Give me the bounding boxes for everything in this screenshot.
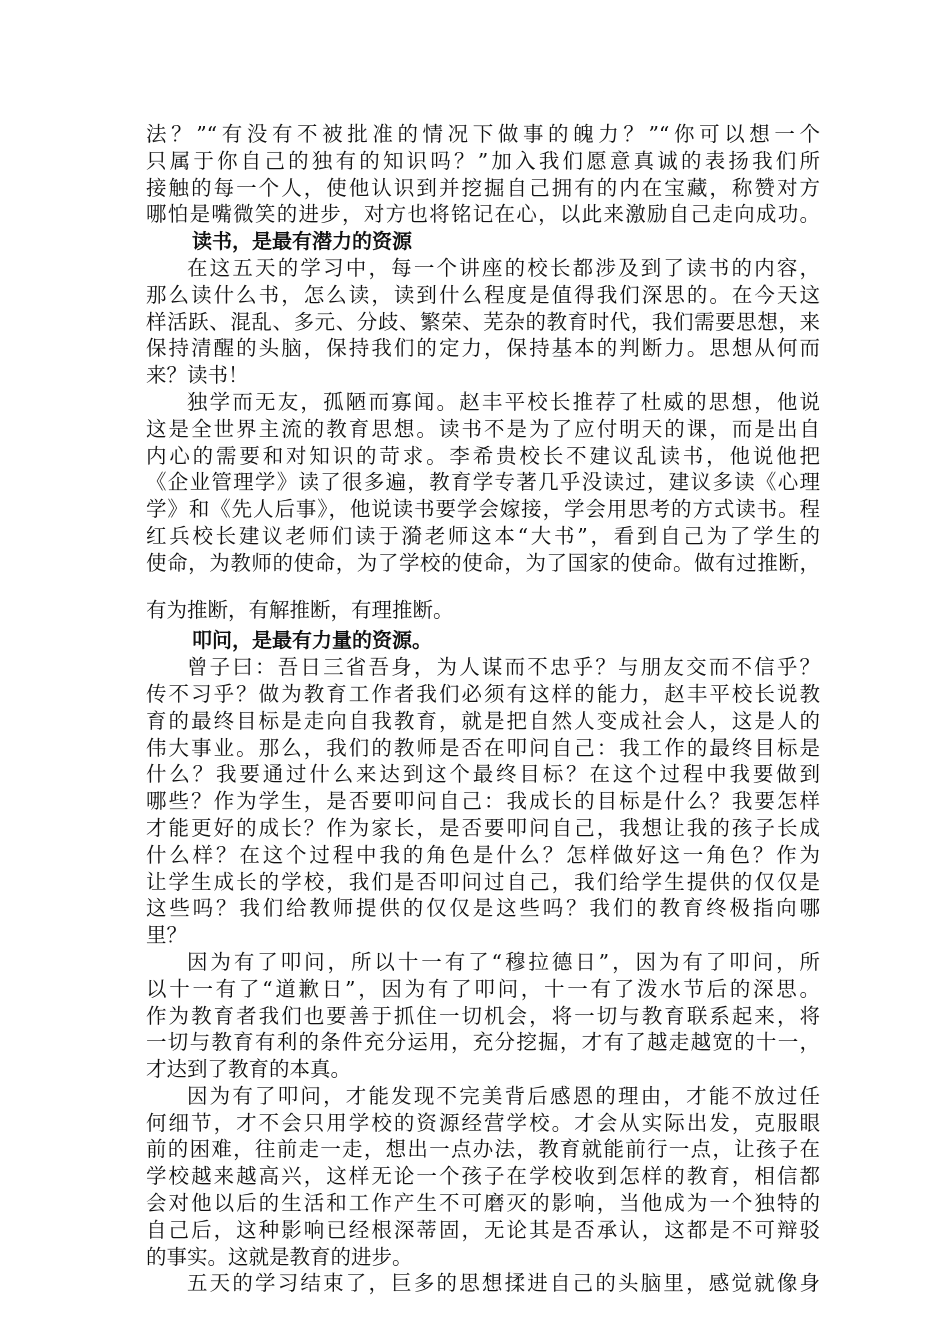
- body-line: 因为有了叩问，才能发现不完美背后感恩的理由，才能不放过任: [187, 1083, 820, 1108]
- body-line: 保持清醒的头脑，保持我们的定力，保持基本的判断力。思想从何而: [146, 336, 820, 361]
- body-line: 哪些？作为学生，是否要叩问自己：我成长的目标是什么？我要怎样: [146, 789, 820, 814]
- body-line: 的事实。这就是教育的进步。: [146, 1244, 413, 1269]
- body-line: 这是全世界主流的教育思想。读书不是为了应付明天的课，而是出自: [146, 416, 820, 441]
- body-line: 会对他以后的生活和工作产生不可磨灭的影响，当他成为一个独特的: [146, 1191, 820, 1216]
- body-line: 曾子曰：吾日三省吾身，为人谋而不忠乎？与朋友交而不信乎？: [187, 655, 820, 680]
- body-line: 传不习乎？做为教育工作者我们必须有这样的能力，赵丰平校长说教: [146, 681, 820, 706]
- body-line: 接触的每一个人，使他认识到并挖掘自己拥有的内在宝藏，称赞对方: [146, 175, 820, 200]
- body-line: 前的困难，往前走一走，想出一点办法，教育就能前行一点，让孩子在: [146, 1137, 820, 1162]
- body-line: 作为教育者我们也要善于抓住一切机会，将一切与教育联系起来，将: [146, 1003, 820, 1028]
- body-line: 使命，为教师的使命，为了学校的使命，为了国家的使命。做有过推断，: [146, 550, 820, 575]
- body-line: 里？: [146, 923, 187, 948]
- body-line: 样活跃、混乱、多元、分歧、繁荣、芜杂的教育时代，我们需要思想，来: [146, 309, 820, 334]
- body-line: 育的最终目标是走向自我教育，就是把自然人变成社会人，这是人的: [146, 708, 820, 733]
- body-line: 让学生成长的学校，我们是否叩问过自己，我们给学生提供的仅仅是: [146, 869, 820, 894]
- body-line: 学校越来越高兴，这样无论一个孩子在学校收到怎样的教育，相信都: [146, 1164, 820, 1189]
- paragraph-gap: [146, 577, 820, 597]
- body-line: 伟大事业。那么，我们的教师是否在叩问自己：我工作的最终目标是: [146, 735, 820, 760]
- section-heading-reading: 读书，是最有潜力的资源: [192, 229, 412, 254]
- body-line: 法？”“有没有不被批准的情况下做事的魄力？”“你可以想一个: [146, 122, 820, 146]
- body-line: 什么样？在这个过程中我的角色是什么？怎样做好这一角色？作为: [146, 842, 820, 867]
- body-line: 何细节，才不会只用学校的资源经营学校。才会从实际出发，克服眼: [146, 1110, 820, 1135]
- body-line: 来？读书！: [146, 363, 249, 388]
- body-line: 才能更好的成长？作为家长，是否要叩问自己，我想让我的孩子长成: [146, 815, 820, 840]
- body-line: 《企业管理学》读了很多遍，教育学专著几乎没读过，建议多读《心理: [146, 470, 820, 495]
- body-line: 在这五天的学习中，每一个讲座的校长都涉及到了读书的内容，: [187, 255, 820, 280]
- body-line: 自己后，这种影响已经根深蒂固，无论其是否承认，这都是不可辩驳: [146, 1217, 820, 1242]
- body-line: 这些吗？我们给教师提供的仅仅是这些吗？我们的教育终极指向哪: [146, 896, 820, 921]
- body-line: 那么读什么书，怎么读，读到什么程度是值得我们深思的。在今天这: [146, 282, 820, 307]
- body-line: 什么？我要通过什么来达到这个最终目标？在这个过程中我要做到: [146, 762, 820, 787]
- body-line: 哪怕是嘴微笑的进步，对方也将铭记在心，以此来激励自己走向成功。: [146, 202, 820, 227]
- body-line: 红兵校长建议老师们读于漪老师这本“大书”，看到自己为了学生的: [146, 523, 820, 548]
- body-line: 学》和《先人后事》，他说读书要学会嫁接，学会用思考的方式读书。程: [146, 497, 820, 522]
- body-line: 独学而无友，孤陋而寡闻。赵丰平校长推荐了杜威的思想，他说: [187, 389, 820, 414]
- section-heading-questioning: 叩问，是最有力量的资源。: [192, 628, 432, 653]
- body-line: 五天的学习结束了，巨多的思想揉进自己的头脑里，感觉就像身: [187, 1271, 820, 1296]
- body-line: 以十一有了“道歉日”，因为有了叩问，十一有了泼水节后的深思。: [146, 976, 820, 1001]
- body-line: 才达到了教育的本真。: [146, 1057, 351, 1082]
- body-line: 一切与教育有利的条件充分运用，充分挖掘，才有了越走越宽的十一，: [146, 1030, 820, 1055]
- body-line: 内心的需要和对知识的苛求。李希贵校长不建议乱读书，他说他把: [146, 443, 820, 468]
- document-body: [146, 121, 820, 1297]
- body-line: 因为有了叩问，所以十一有了“穆拉德日”，因为有了叩问，所: [187, 949, 820, 974]
- body-line: 只属于你自己的独有的知识吗？”加入我们愿意真诚的表扬我们所: [146, 148, 820, 173]
- body-line: 有为推断，有解推断，有理推断。: [146, 597, 454, 622]
